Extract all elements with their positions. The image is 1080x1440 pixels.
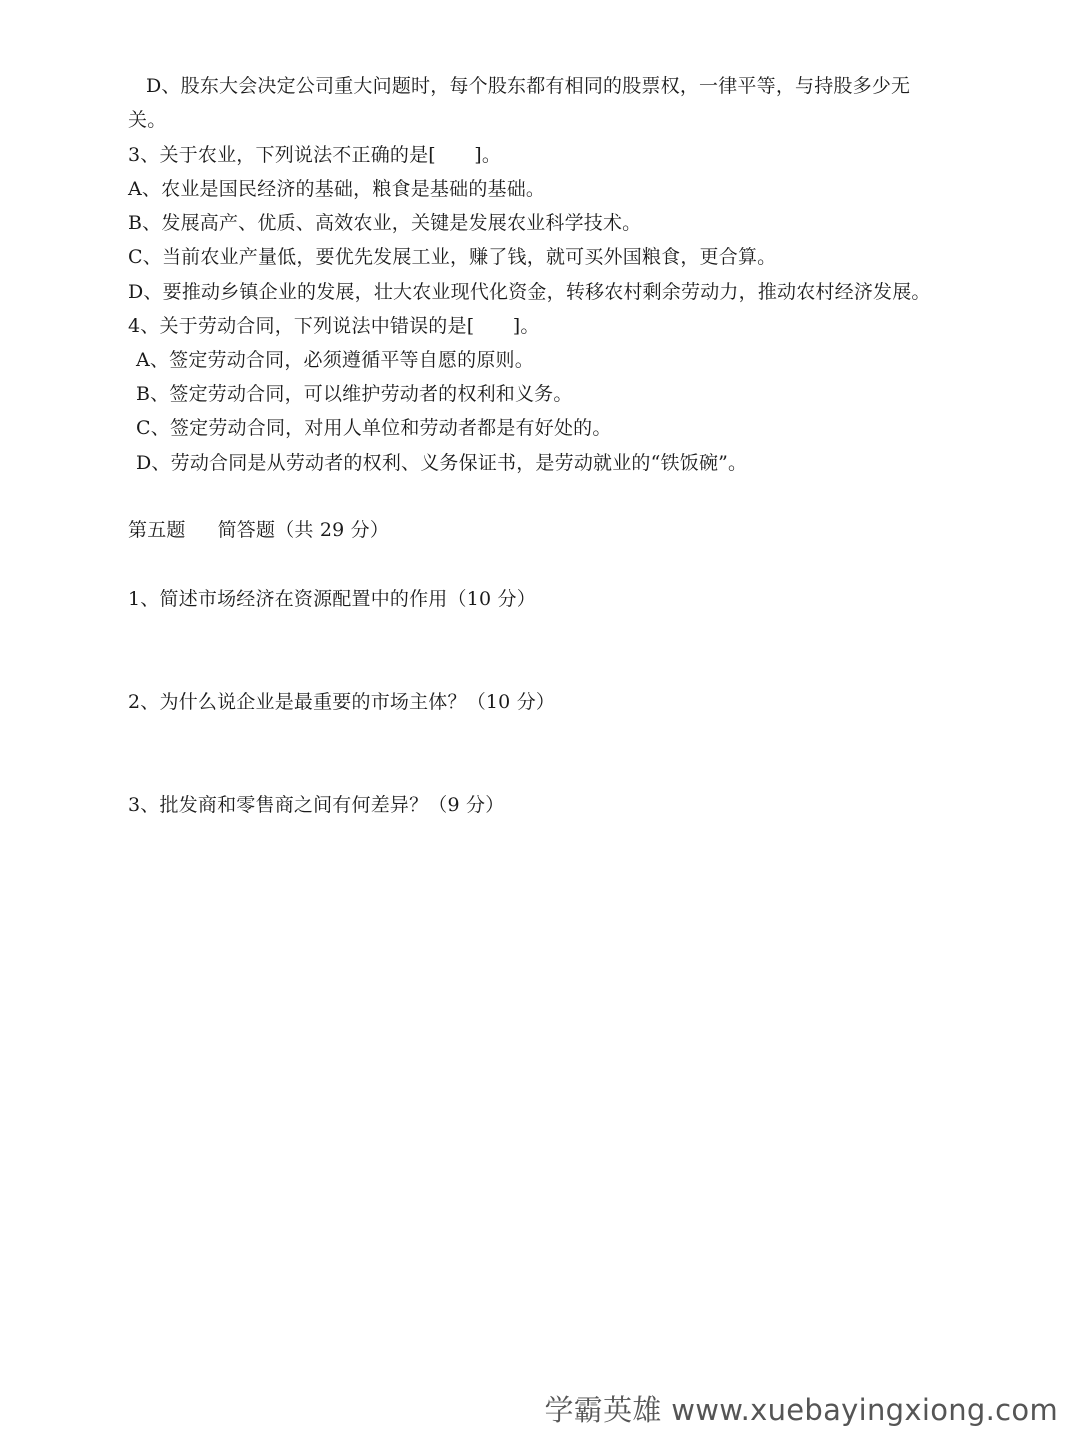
- q3-option-a: A、农业是国民经济的基础，粮食是基础的基础。: [128, 178, 546, 200]
- q4-option-d: D、劳动合同是从劳动者的权利、义务保证书，是劳动就业的“铁饭碗”。: [136, 452, 748, 474]
- site-watermark: 学霸英雄 www.xuebayingxiong.com: [544, 1393, 1058, 1427]
- q3-stem: 3、关于农业，下列说法不正确的是[ ]。: [128, 144, 502, 166]
- section-five-number: 第五题: [128, 519, 186, 541]
- q4-option-b: B、签定劳动合同，可以维护劳动者的权利和义务。: [136, 383, 573, 405]
- q2-option-d-line1: D、股东大会决定公司重大问题时，每个股东都有相同的股票权，一律平等，与持股多少无: [146, 75, 911, 97]
- q3-option-b: B、发展高产、优质、高效农业，关键是发展农业科学技术。: [128, 212, 642, 234]
- section-five-heading: [128, 518, 389, 542]
- short-answer-question-1: 1、简述市场经济在资源配置中的作用（10 分）: [128, 588, 536, 610]
- q4-option-c: C、签定劳动合同，对用人单位和劳动者都是有好处的。: [136, 417, 612, 439]
- q3-option-c: C、当前农业产量低，要优先发展工业，赚了钱，就可买外国粮食，更合算。: [128, 246, 777, 268]
- short-answer-question-3: 3、批发商和零售商之间有何差异？（9 分）: [128, 794, 505, 816]
- q4-option-a: A、签定劳动合同，必须遵循平等自愿的原则。: [136, 349, 534, 371]
- q4-stem: 4、关于劳动合同，下列说法中错误的是[ ]。: [128, 315, 540, 337]
- q3-option-d: D、要推动乡镇企业的发展，壮大农业现代化资金，转移农村剩余劳动力，推动农村经济发展。: [128, 281, 931, 303]
- q2-option-d-line2: 关。: [128, 109, 167, 131]
- section-five-title: 简答题（共 29 分）: [217, 519, 390, 541]
- short-answer-question-2: 2、为什么说企业是最重要的市场主体？（10 分）: [128, 691, 556, 713]
